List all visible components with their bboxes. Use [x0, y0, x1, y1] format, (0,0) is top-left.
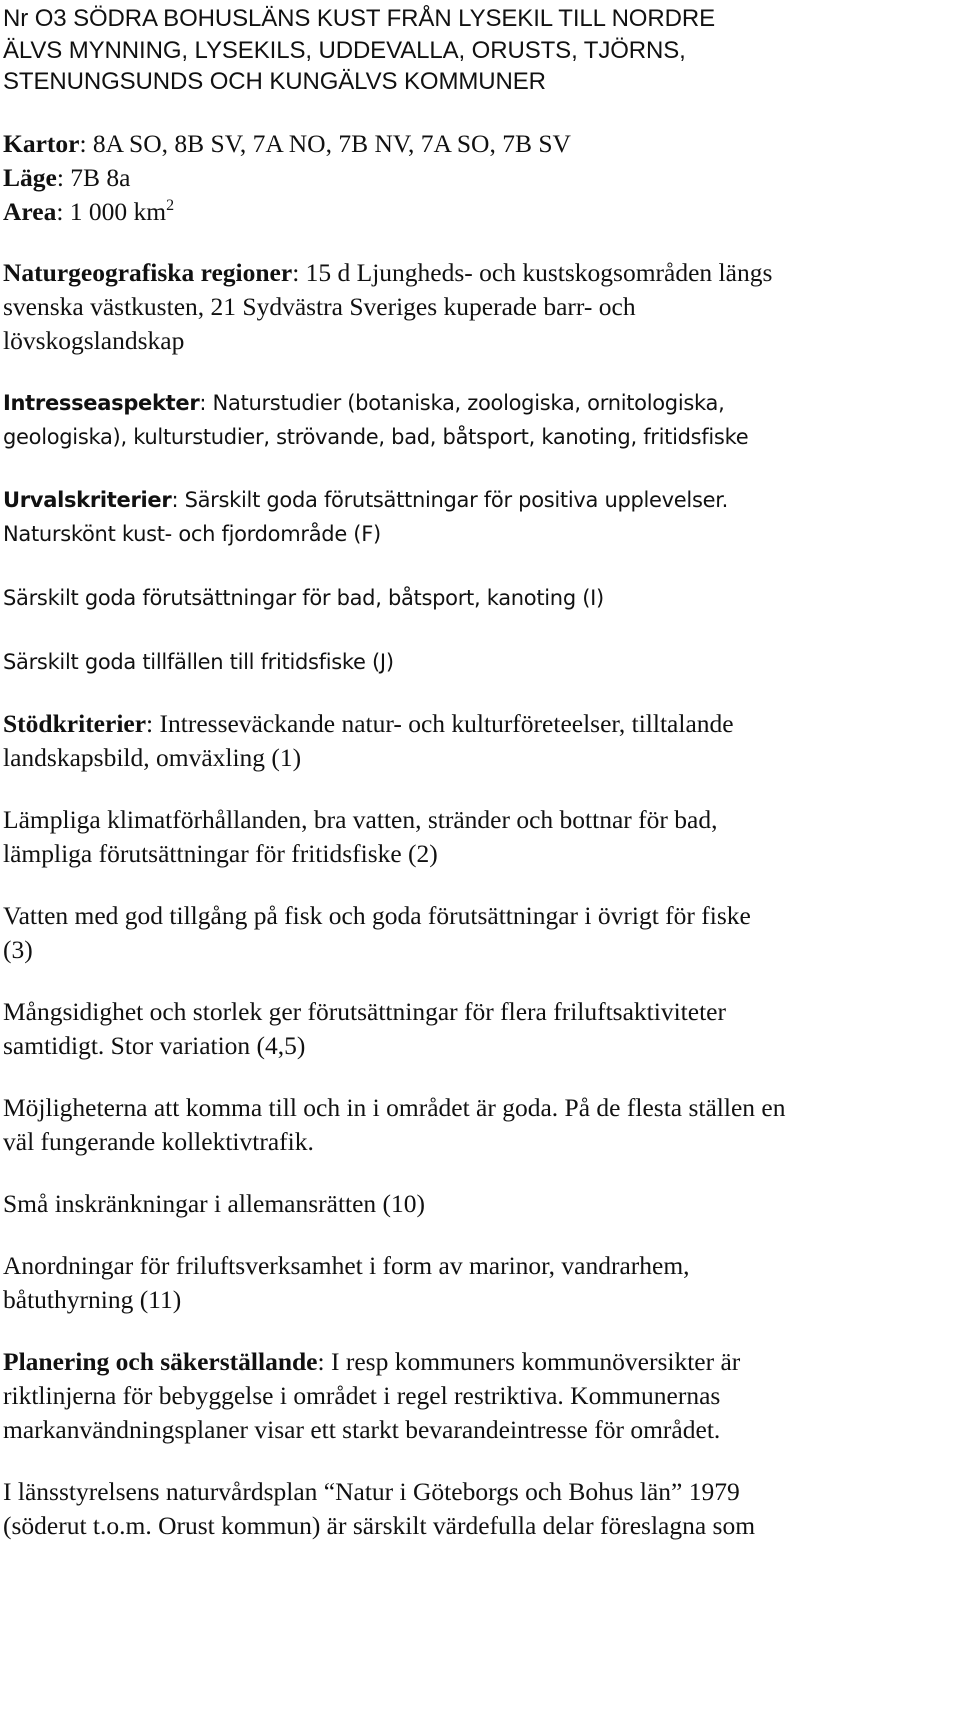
criteria-fiske-paragraph: Särskilt goda tillfällen till fritidsfiske (J): [3, 649, 394, 674]
climate-paragraph: [3, 803, 960, 871]
fish-line: (3): [3, 934, 33, 964]
area-value: : 1 000 km: [56, 196, 167, 226]
regions-label: Naturgeografiska regioner: [3, 257, 293, 287]
access-paragraph: [3, 1091, 960, 1159]
criteria-bad-paragraph: Särskilt goda förutsättningar för bad, båtsport, kanoting (I): [3, 585, 604, 610]
title-line: STENUNGSUNDS OCH KUNGÄLVS KOMMUNER: [3, 68, 546, 95]
criteria-text: : Särskilt goda förutsättningar för positiva upplevelser.: [171, 487, 729, 512]
area-superscript: 2: [166, 196, 175, 214]
support-text: : Intresseväckande natur- och kulturföreteelser, tilltalande: [146, 708, 734, 738]
interests-label: Intresseaspekter: [3, 390, 200, 415]
allemansratt-paragraph: Små inskränkningar i allemansrätten (10): [3, 1188, 426, 1218]
regions-text: : 15 d Ljungheds- och kustskogsområden längs: [292, 257, 773, 287]
support-paragraph: [3, 707, 960, 775]
regions-line: lövskogslandskap: [3, 325, 185, 355]
interests-line: geologiska), kulturstudier, strövande, bad, båtsport, kanoting, fritidsfiske: [3, 424, 749, 449]
lage-label: Läge: [3, 162, 57, 192]
lage-line: [3, 161, 960, 195]
planning-text: : I resp kommuners kommunöversikter är: [317, 1346, 741, 1376]
naturvard-paragraph: [3, 1475, 960, 1543]
access-line: väl fungerande kollektivtrafik.: [3, 1126, 314, 1156]
planning-line: riktlinjerna för bebyggelse i området i regel restriktiva. Kommunernas: [3, 1380, 721, 1410]
support-label: Stödkriterier: [3, 708, 147, 738]
planning-label: Planering och säkerställande: [3, 1346, 318, 1376]
facilities-line: Anordningar för friluftsverksamhet i form av marinor, vandrarhem,: [3, 1250, 690, 1280]
title-line: ÄLVS MYNNING, LYSEKILS, UDDEVALLA, ORUSTS, TJÖRNS,: [3, 36, 686, 64]
area-line: [3, 195, 960, 229]
interests-paragraph: [3, 386, 960, 454]
access-line: Möjligheterna att komma till och in i området är goda. På de flesta ställen en: [3, 1092, 786, 1122]
criteria-line: Naturskönt kust- och fjordområde (F): [3, 521, 381, 546]
fish-line: Vatten med god tillgång på fisk och goda förutsättningar i övrigt för fiske: [3, 900, 751, 930]
fish-paragraph: [3, 899, 960, 967]
facilities-paragraph: [3, 1249, 960, 1317]
variety-paragraph: [3, 995, 960, 1063]
criteria-paragraph: [3, 483, 960, 551]
criteria-label: Urvalskriterier: [3, 487, 172, 512]
climate-line: lämpliga förutsättningar för fritidsfiske (2): [3, 838, 438, 868]
variety-line: samtidigt. Stor variation (4,5): [3, 1030, 306, 1060]
variety-line: Mångsidighet och storlek ger förutsättningar för flera friluftsaktiviteter: [3, 996, 726, 1026]
kartor-label: Kartor: [3, 128, 80, 158]
facts-block: [3, 127, 960, 229]
kartor-line: [3, 127, 960, 161]
naturvard-line: (söderut t.o.m. Orust kommun) är särskilt värdefulla delar föreslagna som: [3, 1510, 756, 1540]
support-line: landskapsbild, omväxling (1): [3, 742, 302, 772]
climate-line: Lämpliga klimatförhållanden, bra vatten, stränder och bottnar för bad,: [3, 804, 718, 834]
facilities-line: båtuthyrning (11): [3, 1284, 182, 1314]
document-title: [3, 3, 960, 98]
area-label: Area: [3, 196, 57, 226]
planning-line: markanvändningsplaner visar ett starkt bevarandeintresse för området.: [3, 1414, 721, 1444]
planning-paragraph: [3, 1345, 960, 1447]
regions-line: svenska västkusten, 21 Sydvästra Sveriges kuperade barr- och: [3, 291, 636, 321]
naturvard-line: I länsstyrelsens naturvårdsplan “Natur i Göteborgs och Bohus län” 1979: [3, 1476, 740, 1506]
lage-value: : 7B 8a: [56, 162, 131, 192]
interests-text: : Naturstudier (botaniska, zoologiska, ornitologiska,: [199, 390, 725, 415]
kartor-value: : 8A SO, 8B SV, 7A NO, 7B NV, 7A SO, 7B SV: [79, 128, 571, 158]
title-line: Nr O3 SÖDRA BOHUSLÄNS KUST FRÅN LYSEKIL TILL NORDRE: [3, 5, 715, 32]
regions-paragraph: [3, 256, 960, 358]
